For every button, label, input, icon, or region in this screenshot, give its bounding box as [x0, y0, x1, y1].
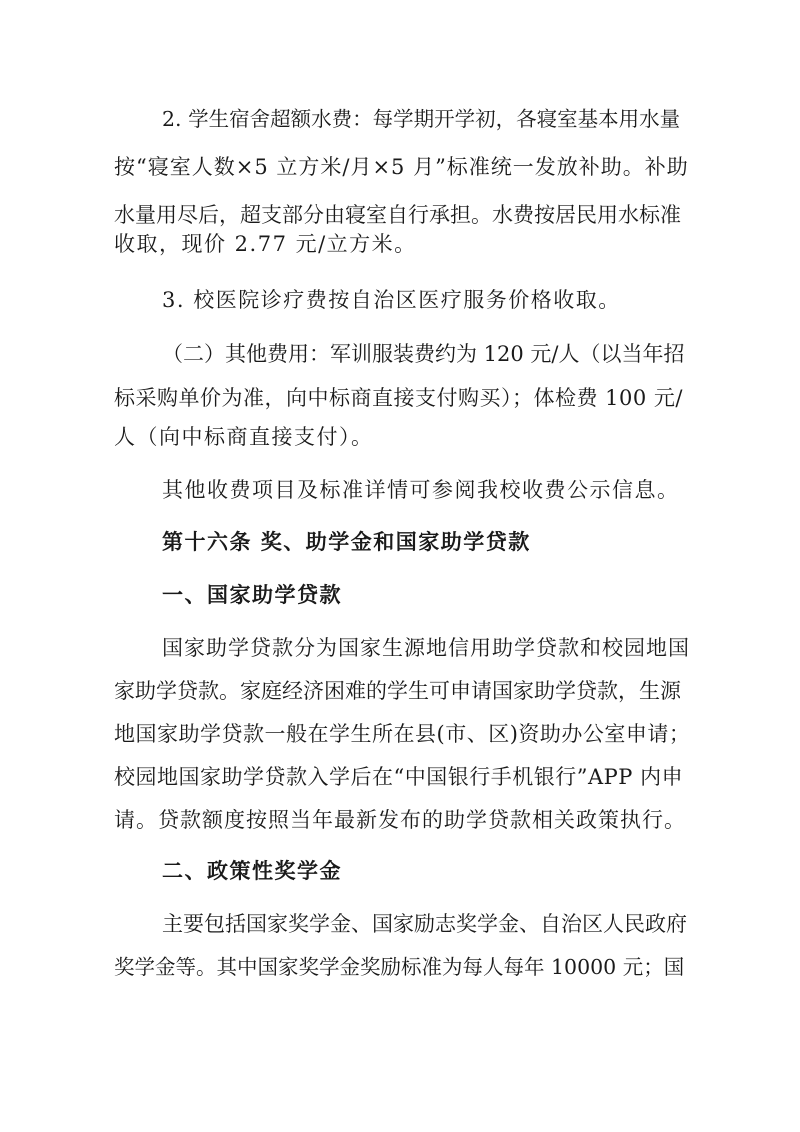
loan-body-line-5: 请。贷款额度按照当年最新发布的助学贷款相关政策执行。 [114, 808, 686, 832]
section-1-heading: 一、国家助学贷款 [162, 583, 342, 607]
other-fees-line-1: （二）其他费用：军训服装费约为 120 元/人（以当年招 [162, 342, 685, 366]
article-16-heading: 第十六条 奖、助学金和国家助学贷款 [162, 530, 531, 554]
section-2-heading: 二、政策性奖学金 [162, 859, 342, 883]
scholarship-body-line-1: 主要包括国家奖学金、国家励志奖学金、自治区人民政府 [162, 912, 687, 936]
water-fee-line-1: 2. 学生宿舍超额水费：每学期开学初，各寝室基本用水量 [162, 107, 681, 131]
loan-body-line-4: 校园地国家助学贷款入学后在“中国银行手机银行”APP 内申 [114, 765, 684, 789]
scholarship-body-line-2: 奖学金等。其中国家奖学金奖励标准为每人每年 10000 元；国 [114, 955, 685, 979]
water-fee-line-3: 水量用尽后，超支部分由寝室自行承担。水费按居民用水标准 [114, 203, 681, 227]
other-fees-line-2: 标采购单价为准，向中标商直接支付购买）；体检费 100 元/ [114, 386, 684, 410]
clinic-fee-line: 3. 校医院诊疗费按自治区医疗服务价格收取。 [162, 288, 621, 312]
water-fee-line-2: 按“寝室人数×5 立方米/月×5 月”标准统一发放补助。补助 [114, 155, 689, 179]
other-fees-line-3: 人（向中标商直接支付）。 [114, 425, 374, 449]
loan-body-line-3: 地国家助学贷款一般在学生所在县(市、区)资助办公室申请； [114, 722, 691, 746]
loan-body-line-1: 国家助学贷款分为国家生源地信用助学贷款和校园地国 [162, 636, 690, 660]
fee-info-line: 其他收费项目及标准详情可参阅我校收费公示信息。 [162, 478, 680, 502]
water-fee-line-4: 收取，现价 2.77 元/立方米。 [114, 232, 417, 256]
loan-body-line-2: 家助学贷款。家庭经济困难的学生可申请国家助学贷款，生源 [114, 679, 681, 703]
